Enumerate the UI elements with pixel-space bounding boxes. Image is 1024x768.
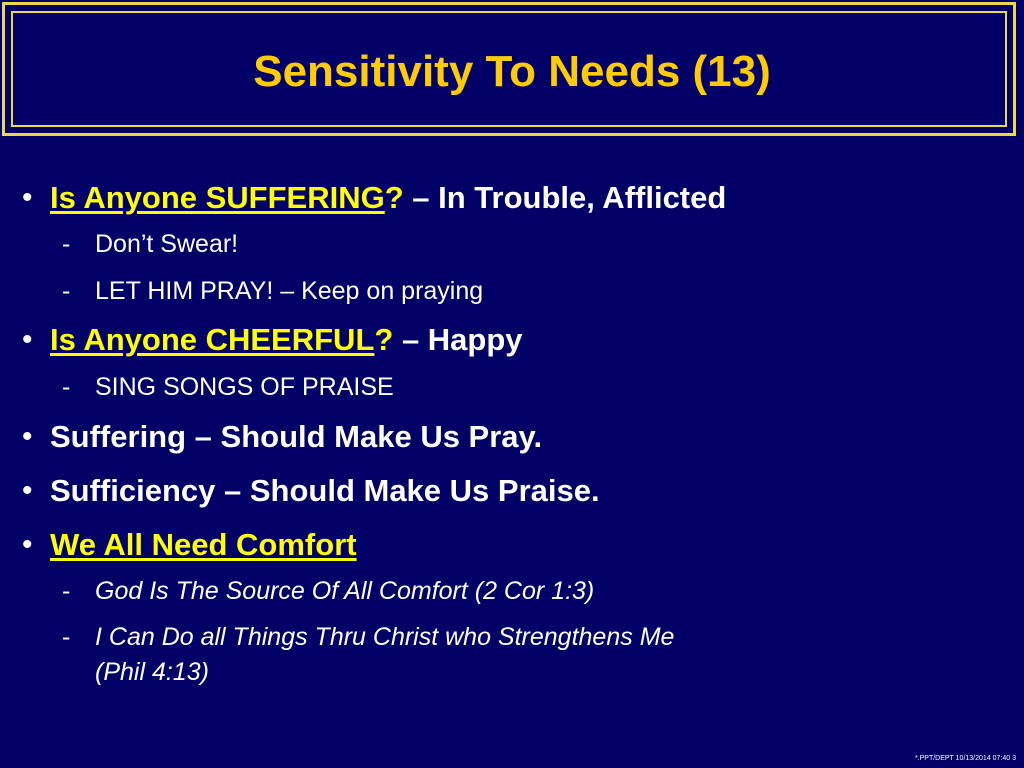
sub-text: LET HIM PRAY! – Keep on praying xyxy=(95,277,484,305)
bullet-text xyxy=(50,525,357,565)
bullet-icon: • xyxy=(22,420,33,453)
question-mark: ? xyxy=(374,322,394,357)
dash-icon: - xyxy=(62,623,71,651)
sub-text: (Phil 4:13) xyxy=(95,658,209,686)
bullet-icon: • xyxy=(22,181,33,214)
bullet-icon: • xyxy=(22,528,33,561)
bullet-rest: – In Trouble, Afflicted xyxy=(403,180,727,215)
dash-icon: - xyxy=(62,577,71,605)
dash-icon: - xyxy=(62,373,71,401)
bullet-text: Suffering – Should Make Us Pray. xyxy=(50,419,543,454)
slide-title: Sensitivity To Needs (13) xyxy=(253,47,771,96)
dash-icon: - xyxy=(62,230,71,258)
sub-text: I Can Do all Things Thru Christ who Strengthens Me xyxy=(95,623,675,651)
highlight-text: Is Anyone CHEERFUL xyxy=(50,322,375,357)
bullet-icon: • xyxy=(22,323,33,356)
sub-text: God Is The Source Of All Comfort (2 Cor 1:3) xyxy=(95,577,595,605)
highlight-text: Is Anyone SUFFERING xyxy=(50,180,385,215)
sub-text: SING SONGS OF PRAISE xyxy=(95,373,394,401)
sub-text: Don’t Swear! xyxy=(95,230,239,258)
bullet-text xyxy=(50,320,523,360)
bullet-text: Sufficiency – Should Make Us Praise. xyxy=(50,473,600,508)
dash-icon: - xyxy=(62,277,71,305)
highlight-text: We All Need Comfort xyxy=(50,527,357,562)
footer-stamp: *.PPT/DEPT 10/13/2014 07:40 3 xyxy=(914,755,1016,762)
bullet-rest: – Happy xyxy=(393,322,523,357)
bullet-icon: • xyxy=(22,474,33,507)
question-mark: ? xyxy=(384,180,404,215)
bullet-text xyxy=(50,178,726,218)
